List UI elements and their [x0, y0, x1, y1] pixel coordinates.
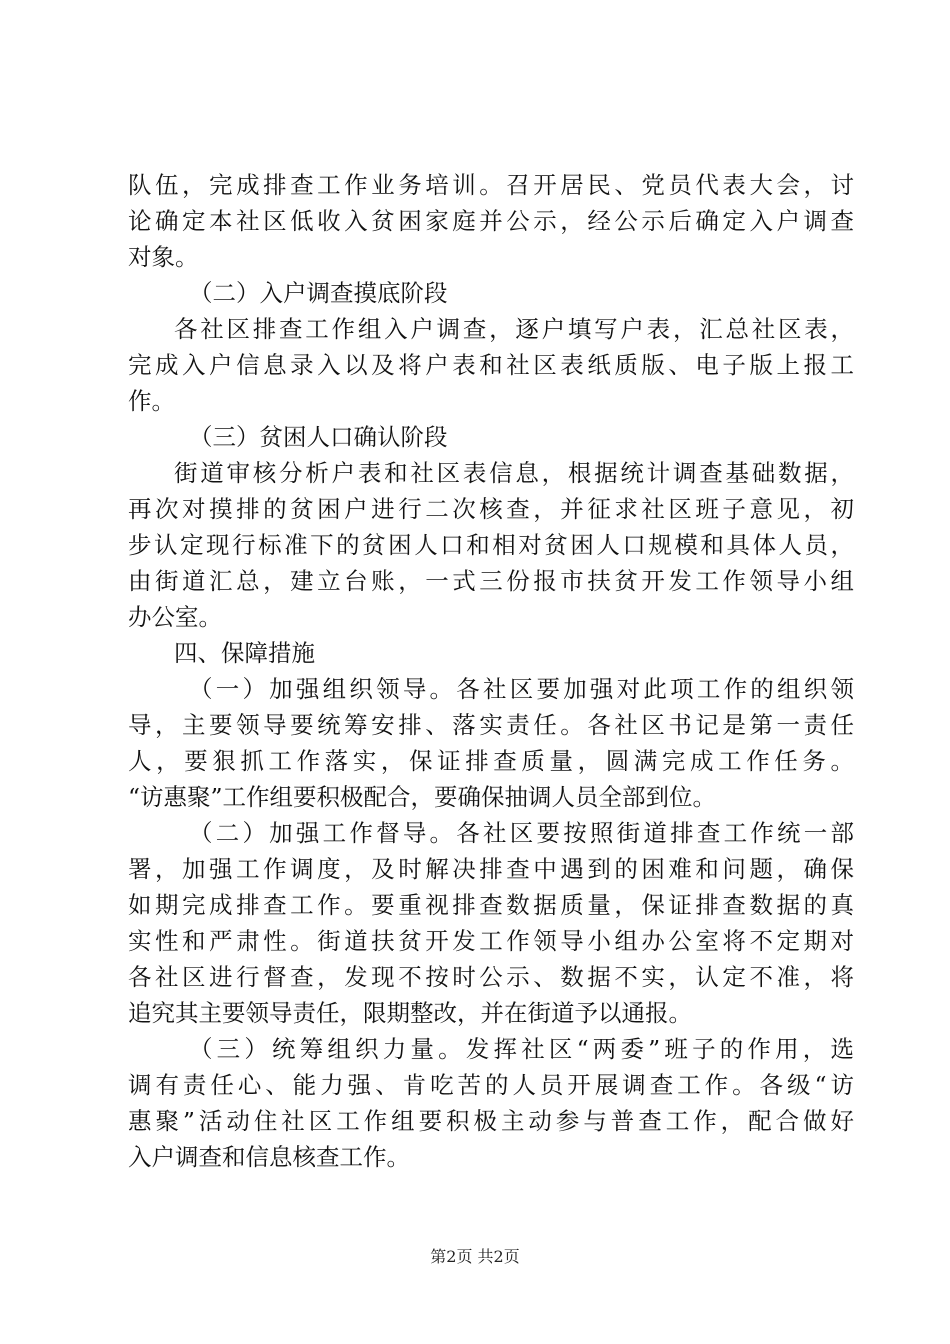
- text-line: （二）入户调查摸底阶段: [189, 279, 448, 307]
- text-line: 对象。: [128, 243, 199, 271]
- paragraph-confirmation: [128, 455, 854, 635]
- text-line: 调有责任心、能力强、肯吃苦的人员开展调查工作。各级“访: [128, 1071, 854, 1099]
- text-line: 完成入户信息录入以及将户表和社区表纸质版、电子版上报工: [128, 351, 854, 379]
- page-number-footer: 第2页 共2页: [430, 1247, 520, 1266]
- subheading-confirmation-stage: [128, 419, 854, 455]
- text-line: 惠聚”活动住社区工作组要积极主动参与普查工作，配合做好: [128, 1107, 854, 1135]
- paragraph-organization-leadership: [128, 671, 854, 815]
- text-line: 各社区排查工作组入户调查，逐户填写户表，汇总社区表，: [174, 315, 854, 343]
- text-line: “访惠聚”工作组要积极配合，要确保抽调人员全部到位。: [128, 783, 717, 811]
- text-line: 导，主要领导要统筹安排、落实责任。各社区书记是第一责任: [128, 711, 854, 739]
- subheading-survey-stage: [128, 275, 854, 311]
- text-line: 步认定现行标准下的贫困人口和相对贫困人口规模和具体人员，: [128, 531, 854, 559]
- text-line: 人，要狠抓工作落实，保证排查质量，圆满完成工作任务。: [128, 747, 854, 775]
- text-line: 四、保障措施: [174, 639, 315, 667]
- paragraph-supervision: [128, 815, 854, 1031]
- text-line: 如期完成排查工作。要重视排查数据质量，保证排查数据的真: [128, 891, 854, 919]
- section-heading-safeguards: [128, 635, 854, 671]
- text-line: 队伍，完成排查工作业务培训。召开居民、党员代表大会，讨: [128, 171, 854, 199]
- text-line: 办公室。: [128, 603, 222, 631]
- text-line: 入户调查和信息核查工作。: [128, 1143, 410, 1171]
- text-line: （一）加强组织领导。各社区要加强对此项工作的组织领: [189, 675, 854, 703]
- text-line: （三）贫困人口确认阶段: [189, 423, 448, 451]
- text-line: 各社区进行督查，发现不按时公示、数据不实，认定不准，将: [128, 963, 854, 991]
- text-line: 由街道汇总，建立台账，一式三份报市扶贫开发工作领导小组: [128, 567, 854, 595]
- paragraph-survey: [128, 311, 854, 419]
- text-line: 街道审核分析户表和社区表信息，根据统计调查基础数据，: [174, 459, 854, 487]
- text-line: 作。: [128, 387, 175, 415]
- text-line: 实性和严肃性。街道扶贫开发工作领导小组办公室将不定期对: [128, 927, 854, 955]
- text-line: 署，加强工作调度，及时解决排查中遇到的困难和问题，确保: [128, 855, 854, 883]
- text-line: 追究其主要领导责任，限期整改，并在街道予以通报。: [128, 999, 692, 1027]
- document-body: [128, 167, 854, 1175]
- text-line: 再次对摸排的贫困户进行二次核查，并征求社区班子意见，初: [128, 495, 854, 523]
- paragraph-continued: [128, 167, 854, 275]
- text-line: （二）加强工作督导。各社区要按照街道排查工作统一部: [189, 819, 854, 847]
- text-line: （三）统筹组织力量。发挥社区“两委”班子的作用，选: [189, 1035, 854, 1063]
- text-line: 论确定本社区低收入贫困家庭并公示，经公示后确定入户调查: [128, 207, 854, 235]
- paragraph-coordination: [128, 1031, 854, 1175]
